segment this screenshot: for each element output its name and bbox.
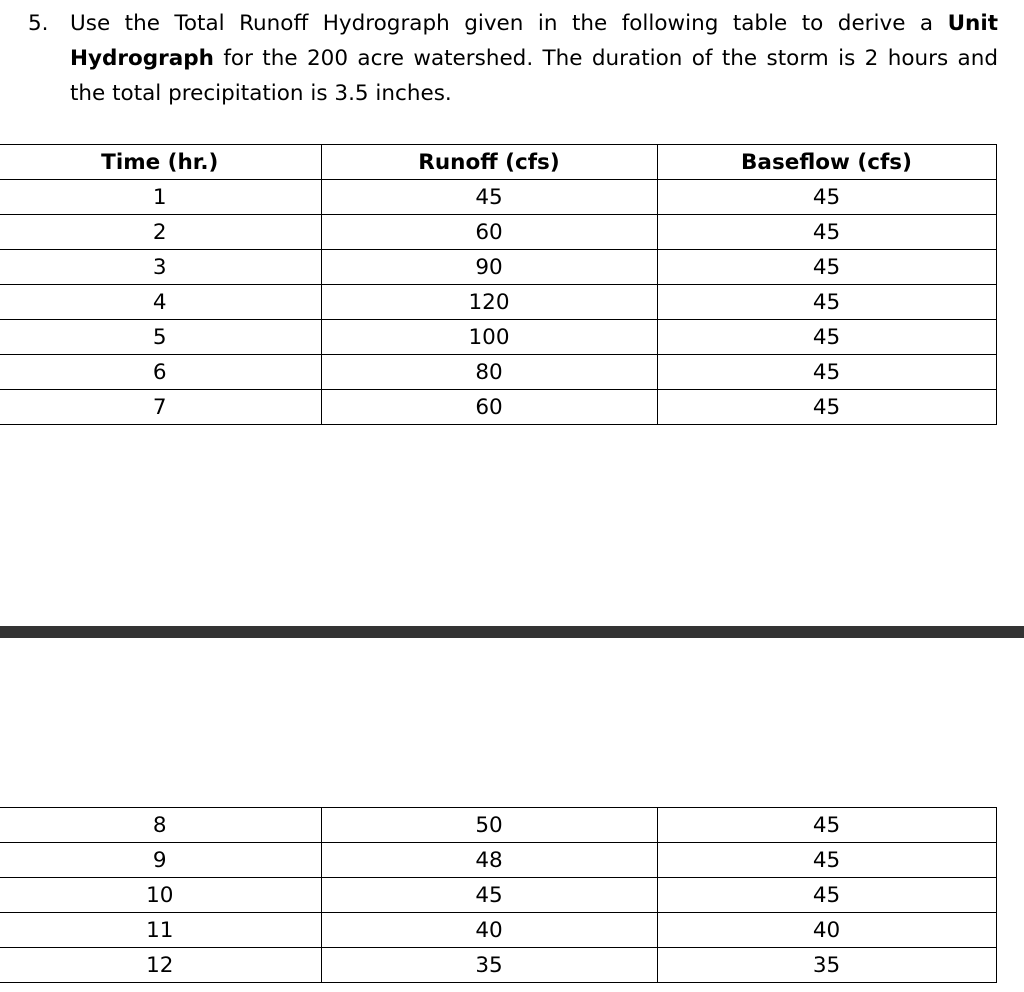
cell-baseflow: 45 <box>657 215 996 250</box>
table-row <box>0 843 996 878</box>
problem-text <box>70 6 998 111</box>
hydrograph-table-top <box>0 144 997 425</box>
cell-baseflow: 45 <box>657 390 996 425</box>
cell-runoff: 35 <box>321 948 657 983</box>
cell-time: 8 <box>0 808 321 843</box>
cell-time: 1 <box>0 180 321 215</box>
cell-runoff: 120 <box>321 285 657 320</box>
cell-runoff: 45 <box>321 180 657 215</box>
cell-time: 9 <box>0 843 321 878</box>
cell-baseflow: 45 <box>657 843 996 878</box>
cell-runoff: 60 <box>321 215 657 250</box>
cell-time: 2 <box>0 215 321 250</box>
cell-runoff: 80 <box>321 355 657 390</box>
header-baseflow: Baseflow (cfs) <box>657 145 996 180</box>
cell-baseflow: 45 <box>657 320 996 355</box>
table-row <box>0 948 996 983</box>
page-divider <box>0 626 1024 638</box>
problem-number: 5. <box>28 11 49 36</box>
table-row <box>0 913 996 948</box>
problem-statement <box>28 6 998 111</box>
cell-baseflow: 35 <box>657 948 996 983</box>
table-header-row <box>0 145 996 180</box>
cell-runoff: 45 <box>321 878 657 913</box>
cell-runoff: 40 <box>321 913 657 948</box>
cell-baseflow: 45 <box>657 808 996 843</box>
cell-time: 5 <box>0 320 321 355</box>
cell-time: 7 <box>0 390 321 425</box>
cell-time: 11 <box>0 913 321 948</box>
cell-baseflow: 40 <box>657 913 996 948</box>
cell-runoff: 50 <box>321 808 657 843</box>
table-row <box>0 390 996 425</box>
table-row <box>0 355 996 390</box>
problem-bold-term: Unit Hydrograph <box>70 11 998 71</box>
table-row <box>0 180 996 215</box>
cell-time: 10 <box>0 878 321 913</box>
cell-time: 6 <box>0 355 321 390</box>
cell-runoff: 100 <box>321 320 657 355</box>
table-row <box>0 285 996 320</box>
problem-text-part1: Use the Total Runoff Hydrograph given in the following table to derive a <box>70 11 948 36</box>
table-row <box>0 215 996 250</box>
cell-runoff: 90 <box>321 250 657 285</box>
cell-baseflow: 45 <box>657 285 996 320</box>
cell-baseflow: 45 <box>657 355 996 390</box>
table-row <box>0 250 996 285</box>
cell-time: 4 <box>0 285 321 320</box>
cell-baseflow: 45 <box>657 180 996 215</box>
cell-runoff: 60 <box>321 390 657 425</box>
cell-time: 3 <box>0 250 321 285</box>
cell-runoff: 48 <box>321 843 657 878</box>
hydrograph-table-bottom <box>0 807 997 983</box>
cell-baseflow: 45 <box>657 250 996 285</box>
table-row <box>0 808 996 843</box>
header-time: Time (hr.) <box>0 145 321 180</box>
header-runoff: Runoff (cfs) <box>321 145 657 180</box>
table-row <box>0 320 996 355</box>
cell-time: 12 <box>0 948 321 983</box>
table-row <box>0 878 996 913</box>
cell-baseflow: 45 <box>657 878 996 913</box>
problem-text-part2: for the 200 acre watershed. The duration of the storm is 2 hours and the total precipitation is 3.5 inches. <box>70 46 998 106</box>
